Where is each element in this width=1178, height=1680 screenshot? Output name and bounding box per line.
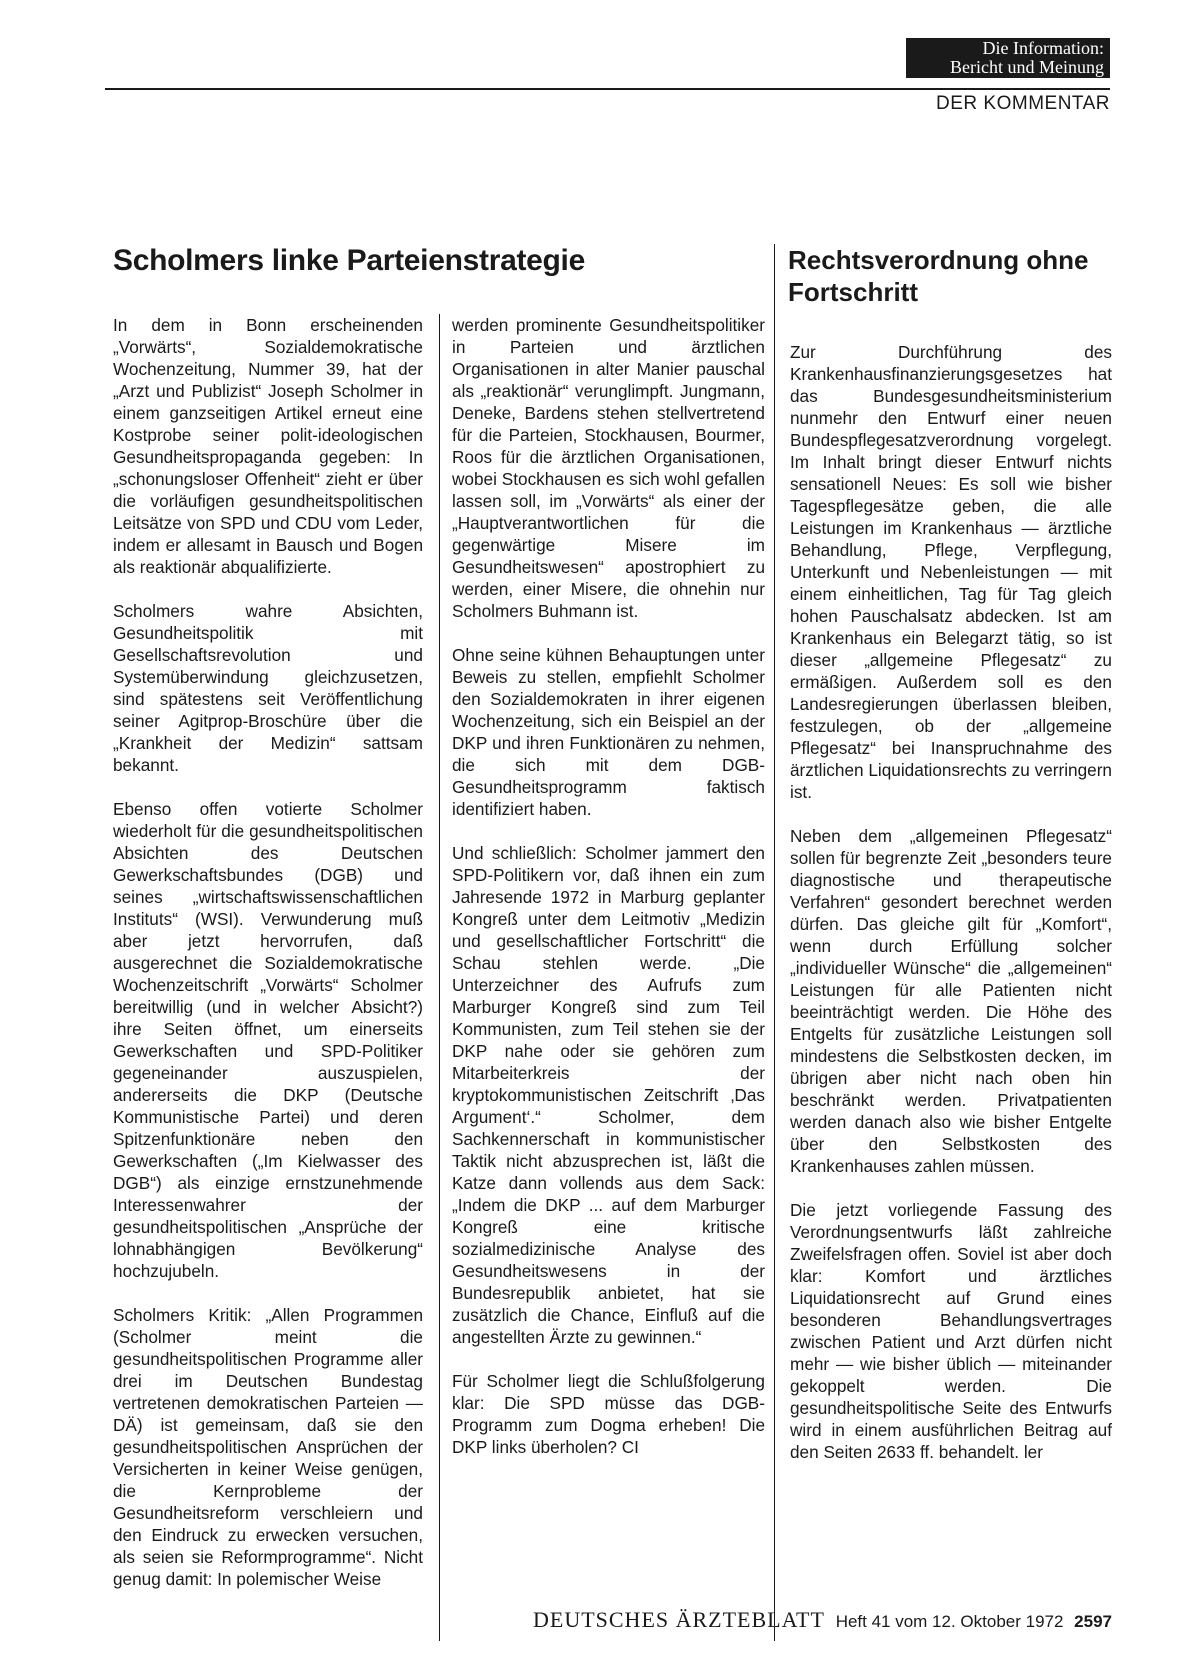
sidebar-paragraph: Neben dem „allgemeinen Pflegesatz“ sollen für begrenzte Zeit „besonders teure diagnostische und therapeutische Verfahren“ gesondert berechnet werden dürfen. Das gleiche gilt für „Komfort“, wenn durch Erfüllung solcher „individueller Wünsche“ die „allgemeinen“ Leistungen für alle Patienten nicht beeinträchtigt werden. Die Höhe des Entgelts für zusätzliche Leistungen soll mindestens die Selbstkosten decken, im übrigen aber nicht nach oben hin beschränkt werden. Privatpatienten werden danach also wie bisher Entgelte über den Selbstkosten des Krankenhauses zahlen müssen.	[790, 826, 1112, 1176]
article-paragraph: Scholmers Kritik: „Allen Programmen (Scholmer meint die gesundheitspolitischen Programme aller drei im Deutschen Bundestag vertretenen demokratischen Parteien — DÄ) ist gemeinsam, daß sie den gesundheitspolitischen Ansprüchen der Versicherten in keiner Weise genügen, die Kernprobleme der Gesundheitsreform verschleiern und den Eindruck zu erwecken versuchen, als seien sie Reformprogramme“. Nicht genug damit: In polemischer Weise	[113, 1305, 423, 1589]
page-footer	[533, 1607, 1112, 1633]
sidebar-paragraph: Die jetzt vorliegende Fassung des Verordnungsentwurfs läßt zahlreiche Zweifelsfragen offen. Soviel ist aber doch klar: Komfort und ärztliches Liquidationsrecht auf Grund eines besonderen Behandlungsvertrages zwischen Patient und Arzt dürfen nicht mehr — wie bisher üblich — miteinander gekoppelt werden. Die gesundheitspolitische Seite des Entwurfs wird in einem ausführlichen Beitrag auf den Seiten 2633 ff. behandelt. ler	[790, 1200, 1112, 1462]
article-paragraph-continued: werden prominente Gesundheitspolitiker in Parteien und ärztlichen Organisationen in alter Manier pauschal als „reaktionär“ verunglimpft. Jungmann, Deneke, Bardens stehen stellvertretend für die Parteien, Stockhausen, Bourmer, Roos für die ärztlichen Organisationen, wobei Stockhausen es sich wohl gefallen lassen soll, im „Vorwärts“ als einer der „Hauptverantwortlichen für die gegenwärtige Misere im Gesundheitswesen“ apostrophiert zu werden, einer Misere, die ohnehin nur Scholmers Buhmann ist.	[452, 315, 765, 621]
article-paragraph: Ohne seine kühnen Behauptungen unter Beweis zu stellen, empfiehlt Scholmer den Sozialdemokraten in ihrer eigenen Wochenzeitung, sich ein Beispiel an der DKP und ihren Funktionären zu nehmen, die sich mit dem DGB-Gesundheitsprogramm faktisch identifiziert haben.	[452, 645, 765, 819]
article-column-1	[113, 314, 423, 1612]
column-divider	[439, 314, 440, 1641]
article-title: Scholmers linke Parteienstrategie	[113, 244, 585, 277]
article-paragraph: Und schließlich: Scholmer jammert den SPD-Politikern vor, daß ihnen ein zum Jahresende 1972 in Marburg geplanter Kongreß unter dem Leitmotiv „Medizin und gesellschaftlicher Fortschritt“ die Schau stehlen werde. „Die Unterzeichner des Aufrufs zum Marburger Kongreß sind zum Teil Kommunisten, zum Teil stehen sie der DKP nahe oder sie gehören zum Mitarbeiterkreis der kryptokommunistischen Zeitschrift ‚Das Argument‘.“ Scholmer, dem Sachkennerschaft in kommunistischer Taktik nicht abzusprechen ist, läßt die Katze dann vollends aus dem Sack: „Indem die DKP ... auf dem Marburger Kongreß eine kritische sozialmedizinische Analyse des Gesundheitswesens in der Bundesrepublik anbietet, hat sie zusätzlich die Chance, Einfluß auf die angestellten Ärzte zu gewinnen.“	[452, 843, 765, 1347]
header-rule	[105, 88, 1110, 90]
article-column-2	[452, 314, 765, 1480]
article-paragraph: Ebenso offen votierte Scholmer wiederholt für die gesundheitspolitischen Absichten des Deutschen Gewerkschaftsbundes (DGB) und seines „wirtschaftswissenschaftlichen Instituts“ (WSI). Verwunderung muß aber jetzt hervorrufen, daß ausgerechnet die Sozialdemokratische Wochenzeitschrift „Vorwärts“ Scholmer bereitwillig (und in welcher Absicht?) ihre Seiten öffnet, um einerseits Gewerkschaften und SPD-Politiker gegeneinander auszuspielen, andererseits die DKP (Deutsche Kommunistische Partei) und deren Spitzenfunktionäre neben den Gewerkschaften („Im Kielwasser des DGB“) als einzige ernstzunehmende Interessenwahrer der gesundheitspolitischen „Ansprüche der lohnabhängigen Bevölkerung“ hochzujubeln.	[113, 799, 423, 1281]
page-number: 2597	[1074, 1612, 1112, 1631]
article-paragraph: In dem in Bonn erscheinenden „Vorwärts“, Sozialdemokratische Wochenzeitung, Nummer 39, hat der „Arzt und Publizist“ Joseph Scholmer in einem ganzseitigen Artikel erneut eine Kostprobe seiner polit-ideologischen Gesundheitspropaganda gegeben: In „schonungsloser Offenheit“ zieht er über die vorläufigen gesundheitspolitischen Leitsätze von SPD und CDU vom Leder, indem er allesamt in Bausch und Bogen als reaktionär abqualifizierte.	[113, 315, 423, 577]
header-box-line-2: Bericht und Meinung	[950, 57, 1104, 77]
journal-name: DEUTSCHES ÄRZTEBLATT	[533, 1607, 825, 1632]
sidebar-paragraph: Zur Durchführung des Krankenhausfinanzierungsgesetzes hat das Bundesgesundheitsministerium nunmehr den Entwurf einer neuen Bundespflegesatzverordnung vorgelegt. Im Inhalt bringt dieser Entwurf nichts sensationell Neues: Es soll wie bisher Tagespflegesätze geben, die alle Leistungen im Krankenhaus — ärztliche Behandlung, Pflege, Verpflegung, Unterkunft und Nebenleistungen — mit einem einheitlichen, Tag für Tag gleich hohen Pauschalsatz abdecken. Ist am Krankenhaus ein Belegarzt tätig, so ist dieser „allgemeine Pflegesatz“ zu ermäßigen. Außerdem soll es den Landesregierungen überlassen bleiben, festzulegen, ob der „allgemeine Pflegesatz“ bei Inanspruchnahme des ärztlichen Liquidationsrechts zu verringern ist.	[790, 342, 1112, 802]
issue-info: Heft 41 vom 12. Oktober 1972	[835, 1612, 1064, 1631]
article-paragraph: Für Scholmer liegt die Schlußfolgerung klar: Die SPD müsse das DGB-Programm zum Dogma erheben! Die DKP links überholen? CI	[452, 1371, 765, 1457]
sidebar-column	[790, 341, 1112, 1485]
section-label: DER KOMMENTAR	[936, 93, 1110, 114]
header-box-line-1: Die Information:	[982, 38, 1104, 58]
header-info-box	[906, 38, 1110, 78]
article-paragraph: Scholmers wahre Absichten, Gesundheitspolitik mit Gesellschaftsrevolution und Systemüberwindung gleichzusetzen, sind spätestens seit Veröffentlichung seiner Agitprop-Broschüre über die „Krankheit der Medizin“ sattsam bekannt.	[113, 601, 423, 775]
sidebar-divider	[774, 244, 775, 1641]
sidebar-title: Rechtsverordnung ohne Fortschritt	[788, 245, 1089, 307]
